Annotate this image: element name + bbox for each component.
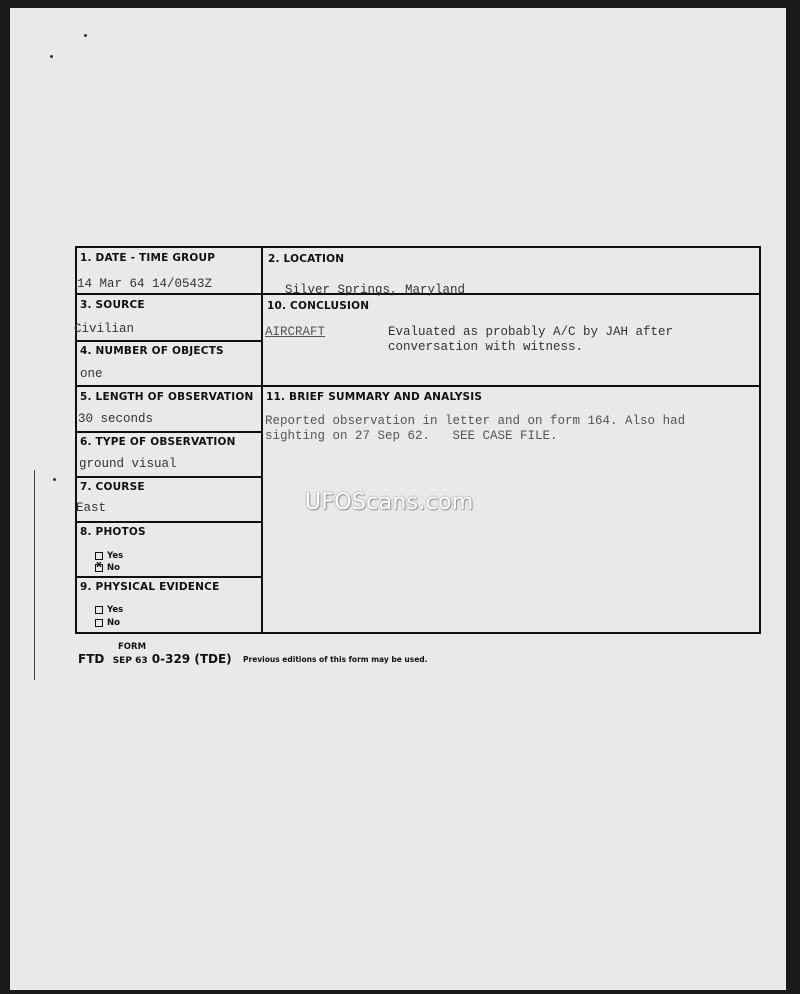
row-divider (75, 521, 262, 523)
date-time-group-label: 1. DATE - TIME GROUP (80, 252, 216, 264)
conclusion-note-line1: Evaluated as probably A/C by JAH after (388, 325, 674, 339)
footer-date: SEP 63 (112, 656, 148, 666)
summary-line2: sighting on 27 Sep 62. SEE CASE FILE. (265, 429, 558, 443)
watermark: UFOScans.com (305, 490, 474, 515)
length-of-observation-value: 30 seconds (78, 412, 154, 426)
photos-no-option (95, 563, 120, 573)
scan-speck (50, 55, 53, 58)
conclusion-note-line2: conversation with witness. (388, 340, 584, 354)
length-of-observation-label: 5. LENGTH OF OBSERVATION (80, 391, 254, 403)
footer-ftd: FTD (78, 652, 105, 666)
date-time-group-value: 14 Mar 64 14/0543Z (77, 277, 213, 291)
row-divider (75, 385, 761, 387)
physical-evidence-label: 9. PHYSICAL EVIDENCE (80, 581, 220, 593)
course-label: 7. COURSE (80, 481, 145, 493)
summary-label: 11. BRIEF SUMMARY AND ANALYSIS (266, 391, 483, 403)
evidence-yes-label: Yes (107, 605, 124, 615)
number-of-objects-value: one (80, 367, 103, 381)
conclusion-value: AIRCRAFT (265, 325, 326, 339)
location-label: 2. LOCATION (268, 253, 345, 265)
type-of-observation-value: ground visual (79, 457, 177, 471)
photos-label: 8. PHOTOS (80, 526, 146, 538)
footer-number: 0-329 (TDE) (151, 652, 232, 666)
type-of-observation-label: 6. TYPE OF OBSERVATION (80, 436, 236, 448)
row-divider (75, 431, 262, 433)
evidence-yes-option (95, 605, 123, 615)
course-value: East (76, 501, 107, 515)
number-of-objects-label: 4. NUMBER OF OBJECTS (80, 345, 224, 357)
footer-form-word: FORM (118, 642, 147, 652)
scan-speck (84, 34, 87, 37)
conclusion-label: 10. CONCLUSION (267, 300, 370, 312)
scan-edge-line (34, 470, 35, 680)
summary-text (265, 414, 735, 444)
summary-line1: Reported observation in letter and on form 164. Also had (265, 414, 686, 428)
row-divider (75, 340, 262, 342)
evidence-no-label: No (107, 618, 120, 628)
source-value: Civilian (74, 322, 135, 336)
footer-note: Previous editions of this form may be used. (243, 655, 428, 664)
photos-yes-label: Yes (107, 551, 124, 561)
checkbox-icon (95, 619, 103, 627)
source-label: 3. SOURCE (80, 299, 145, 311)
checked-checkbox-icon (95, 564, 103, 572)
location-value: Silver Springs, Maryland (285, 283, 466, 297)
footer-form-id (78, 652, 232, 666)
evidence-no-option (95, 618, 120, 628)
checkbox-icon (95, 552, 103, 560)
row-divider (75, 476, 262, 478)
row-divider (75, 576, 262, 578)
photos-no-label: No (107, 563, 120, 573)
checkbox-icon (95, 606, 103, 614)
scan-speck (53, 478, 56, 481)
